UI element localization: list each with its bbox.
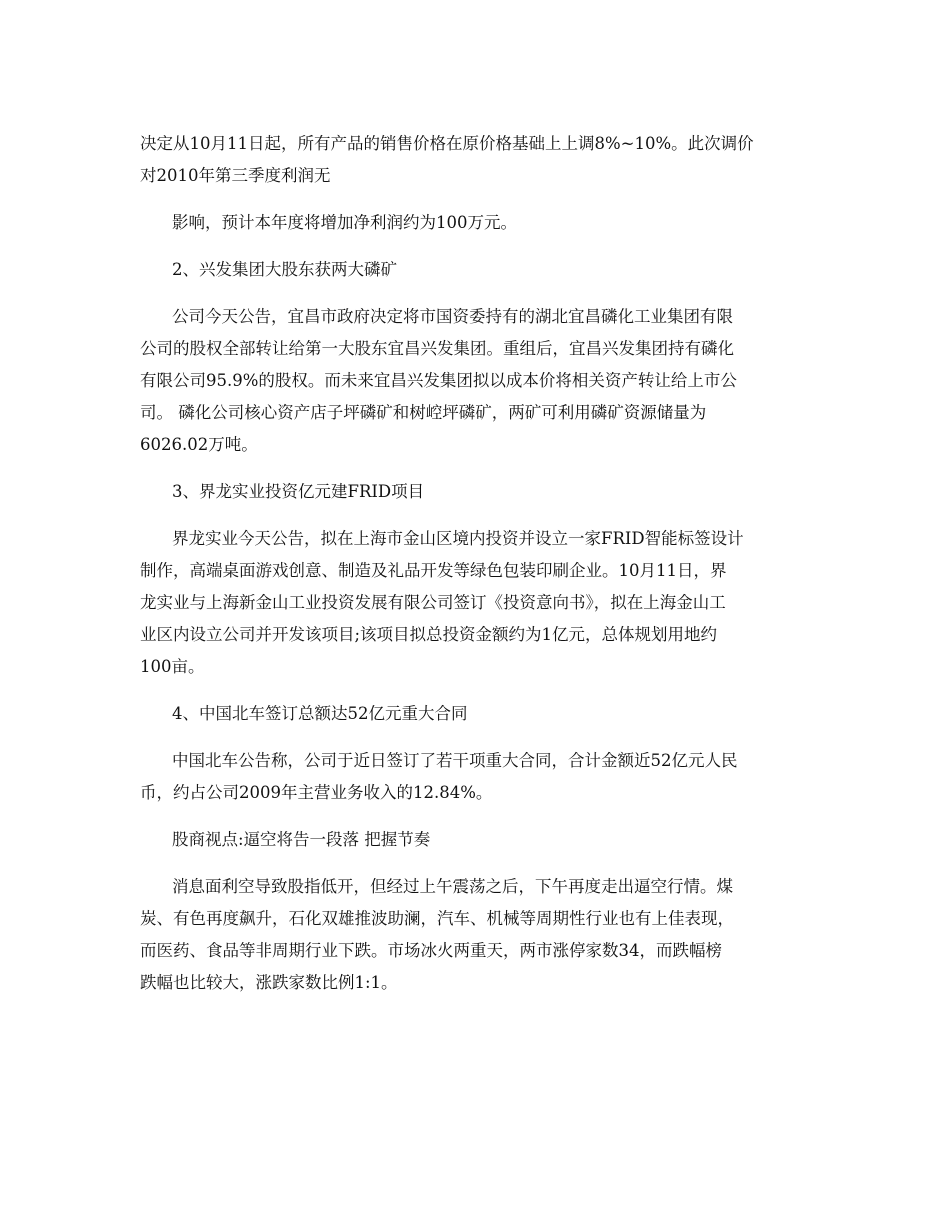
text-line: 制作，高端桌面游戏创意、制造及礼品开发等绿色包装印刷企业。10月11日，界 — [140, 561, 727, 580]
text-line: 决定从10月11日起，所有产品的销售价格在原价格基础上上调8%~10%。此次调价 — [140, 134, 754, 153]
section-heading: 4、中国北车签订总额达52亿元重大合同 — [172, 704, 468, 723]
text-line: 龙实业与上海新金山工业投资发展有限公司签订《投资意向书》，拟在上海金山工 — [140, 593, 726, 612]
text-line: 消息面利空导致股指低开，但经过上午震荡之后，下午再度走出逼空行情。煤 — [172, 877, 733, 896]
text-line: 公司的股权全部转让给第一大股东宜昌兴发集团。重组后，宜昌兴发集团持有磷化 — [140, 339, 734, 358]
text-line: 业区内设立公司并开发该项目;该项目拟总投资金额约为1亿元，总体规划用地约 — [140, 625, 718, 644]
text-line: 币，约占公司2009年主营业务收入的12.84%。 — [140, 783, 493, 802]
text-line: 司。 磷化公司核心资产店子坪磷矿和树崆坪磷矿，两矿可利用磷矿资源储量为 — [140, 403, 707, 422]
text-line: 中国北车公告称，公司于近日签订了若干项重大合同，合计金额近52亿元人民 — [172, 751, 738, 770]
section-heading: 2、兴发集团大股东获两大磷矿 — [172, 260, 397, 279]
text-line: 界龙实业今天公告，拟在上海市金山区境内投资并设立一家FRID智能标签设计 — [172, 529, 744, 548]
text-line: 有限公司95.9%的股权。而未来宜昌兴发集团拟以成本价将相关资产转让给上市公 — [140, 371, 737, 390]
text-line: 影响，预计本年度将增加净利润约为100万元。 — [172, 213, 517, 232]
section-heading: 股商视点:逼空将告一段落 把握节奏 — [172, 830, 431, 849]
text-line: 6026.02万吨。 — [140, 435, 258, 454]
text-line: 炭、有色再度飙升，石化双雄推波助澜，汽车、机械等周期性行业也有上佳表现， — [140, 909, 734, 928]
text-line: 公司今天公告，宜昌市政府决定将市国资委持有的湖北宜昌磷化工业集团有限 — [172, 307, 733, 326]
text-line: 100亩。 — [140, 657, 205, 676]
text-line: 而医药、食品等非周期行业下跌。市场冰火两重天，两市涨停家数34，而跌幅榜 — [140, 941, 722, 960]
text-line: 跌幅也比较大，涨跌家数比例1:1。 — [140, 973, 398, 992]
text-line: 对2010年第三季度利润无 — [140, 166, 331, 185]
section-heading: 3、界龙实业投资亿元建FRID项目 — [172, 482, 425, 501]
